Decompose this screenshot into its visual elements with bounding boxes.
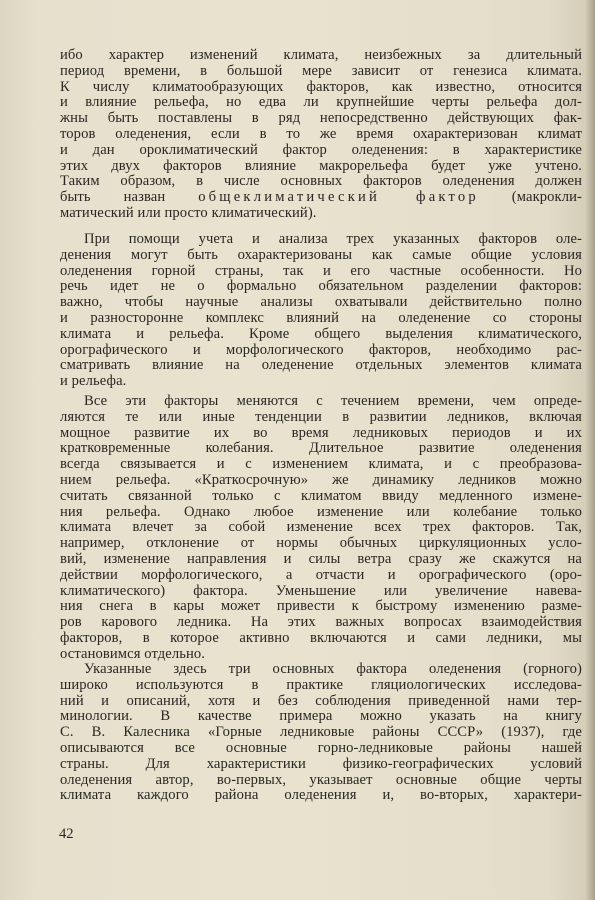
text-run: быть назван	[60, 189, 199, 206]
text-run: (макрокли-	[478, 189, 582, 206]
text-line: кратковременные колебания. Длительное развитие оледенения	[60, 440, 582, 457]
text-line: вий, изменение направления и силы ветра сразу же скажутся на	[60, 550, 582, 567]
paragraph	[60, 662, 582, 804]
text-line: ния снега в кары может привести к быстрому изменению разме-	[60, 598, 582, 615]
text-line: сматривать влияние на оледенение отдельных элементов климата	[60, 357, 582, 374]
text-line: и влияние рельефа, но едва ли крупнейшие черты рельефа дол-	[60, 94, 582, 111]
text-line	[60, 190, 582, 206]
paragraph	[60, 48, 582, 222]
text-line: важно, чтобы научные анализы охватывали действительно полно	[60, 294, 582, 311]
text-line: считать связанной только с климатом ввиду медленного измене-	[60, 487, 582, 504]
text-line: речь идет не о формально обязательном разделении факторов:	[60, 278, 582, 295]
text-line: и рельефа.	[60, 373, 127, 390]
text-line: жны быть поставлены в ряд непосредственно действующих фак-	[60, 110, 582, 127]
text-line: и дан ороклиматический фактор оледенения: в характеристике	[60, 141, 582, 158]
text-line: ний и описаний, хотя и без соблюдения приведенной нами тер-	[60, 692, 582, 709]
text-line: и разносторонне комплекс влияний на оледенение со стороны	[60, 309, 582, 326]
text-line: оледенения горной страны, так и его частные особенности. Но	[60, 262, 582, 279]
text-line: При помощи учета и анализа трех указанных факторов оле-	[84, 231, 582, 247]
text-line: матический или просто климатический).	[60, 204, 317, 221]
text-line: страны. Для характеристики физико-географических условий	[60, 755, 582, 772]
text-line: ров карового ледника. На этих важных вопросах взаимодействия	[60, 614, 582, 631]
text-line: Все эти факторы меняются с течением времени, чем опреде-	[84, 393, 582, 409]
text-line: мощное развитие их во время ледниковых периодов и их	[60, 424, 582, 441]
text-line: минологии. В качестве примера можно указать на книгу	[60, 708, 582, 725]
text-line: факторов, в которое активно включаются и сами ледники, мы	[60, 629, 582, 646]
text-line: ибо характер изменений климата, неизбежных за длительный	[60, 47, 582, 63]
text-line: Таким образом, в числе основных факторов оледенения должен	[60, 173, 582, 190]
text-line: орографического и морфологического факторов, необходимо рас-	[60, 341, 582, 358]
text-line: Указанные здесь три основных фактора оледенения (горного)	[84, 661, 582, 677]
text-line: оледенения автор, во-первых, указывает основные общие черты	[60, 771, 582, 788]
text-line: этих двух факторов влияние макрорельефа будет уже учтено.	[60, 157, 582, 174]
text-line: С. В. Калесника «Горные ледниковые районы СССР» (1937), где	[60, 724, 582, 741]
text-line: действии морфологического, а отчасти и орографического (оро-	[60, 566, 582, 583]
text-line: широко используются в практике гляциологических исследова-	[60, 676, 582, 693]
text-line: климата и рельефа. Кроме общего выделения климатического,	[60, 325, 582, 342]
text-line: ляются те или иные тенденции в развитии ледников, включая	[60, 408, 582, 425]
spaced-term: общеклиматический фактор	[198, 189, 479, 206]
text-line: К числу климатообразующих факторов, как известно, относится	[60, 78, 582, 95]
text-line: период времени, в большой мере зависит от генезиса климата.	[60, 62, 582, 79]
text-line: климатического) фактора. Уменьшение или увеличение навева-	[60, 582, 582, 599]
text-line: нием рельефа. «Краткосрочную» же динамику ледников можно	[60, 471, 582, 488]
text-line: торов оледенения, если в то же время охарактеризован климат	[60, 125, 582, 142]
page-number: 42	[59, 826, 74, 842]
text-line: остановимся отдельно.	[60, 645, 206, 662]
text-line: климата влечет за собой изменение всех трех факторов. Так,	[60, 519, 582, 536]
text-line: ния рельефа. Однако любое изменение или колебание только	[60, 503, 582, 520]
paragraph	[60, 232, 582, 390]
text-line: денения могут быть охарактеризованы как самые общие условия	[60, 246, 582, 263]
text-line: описываются все основные горно-ледниковые районы нашей	[60, 739, 582, 756]
text-line: всегда связывается и с изменением климата, и с преобразова-	[60, 456, 582, 473]
text-line: например, отклонение от нормы обычных циркуляционных усло-	[60, 535, 582, 552]
text-line: климата каждого района оледенения и, во-вторых, характери-	[60, 787, 582, 804]
paragraph	[60, 394, 582, 663]
